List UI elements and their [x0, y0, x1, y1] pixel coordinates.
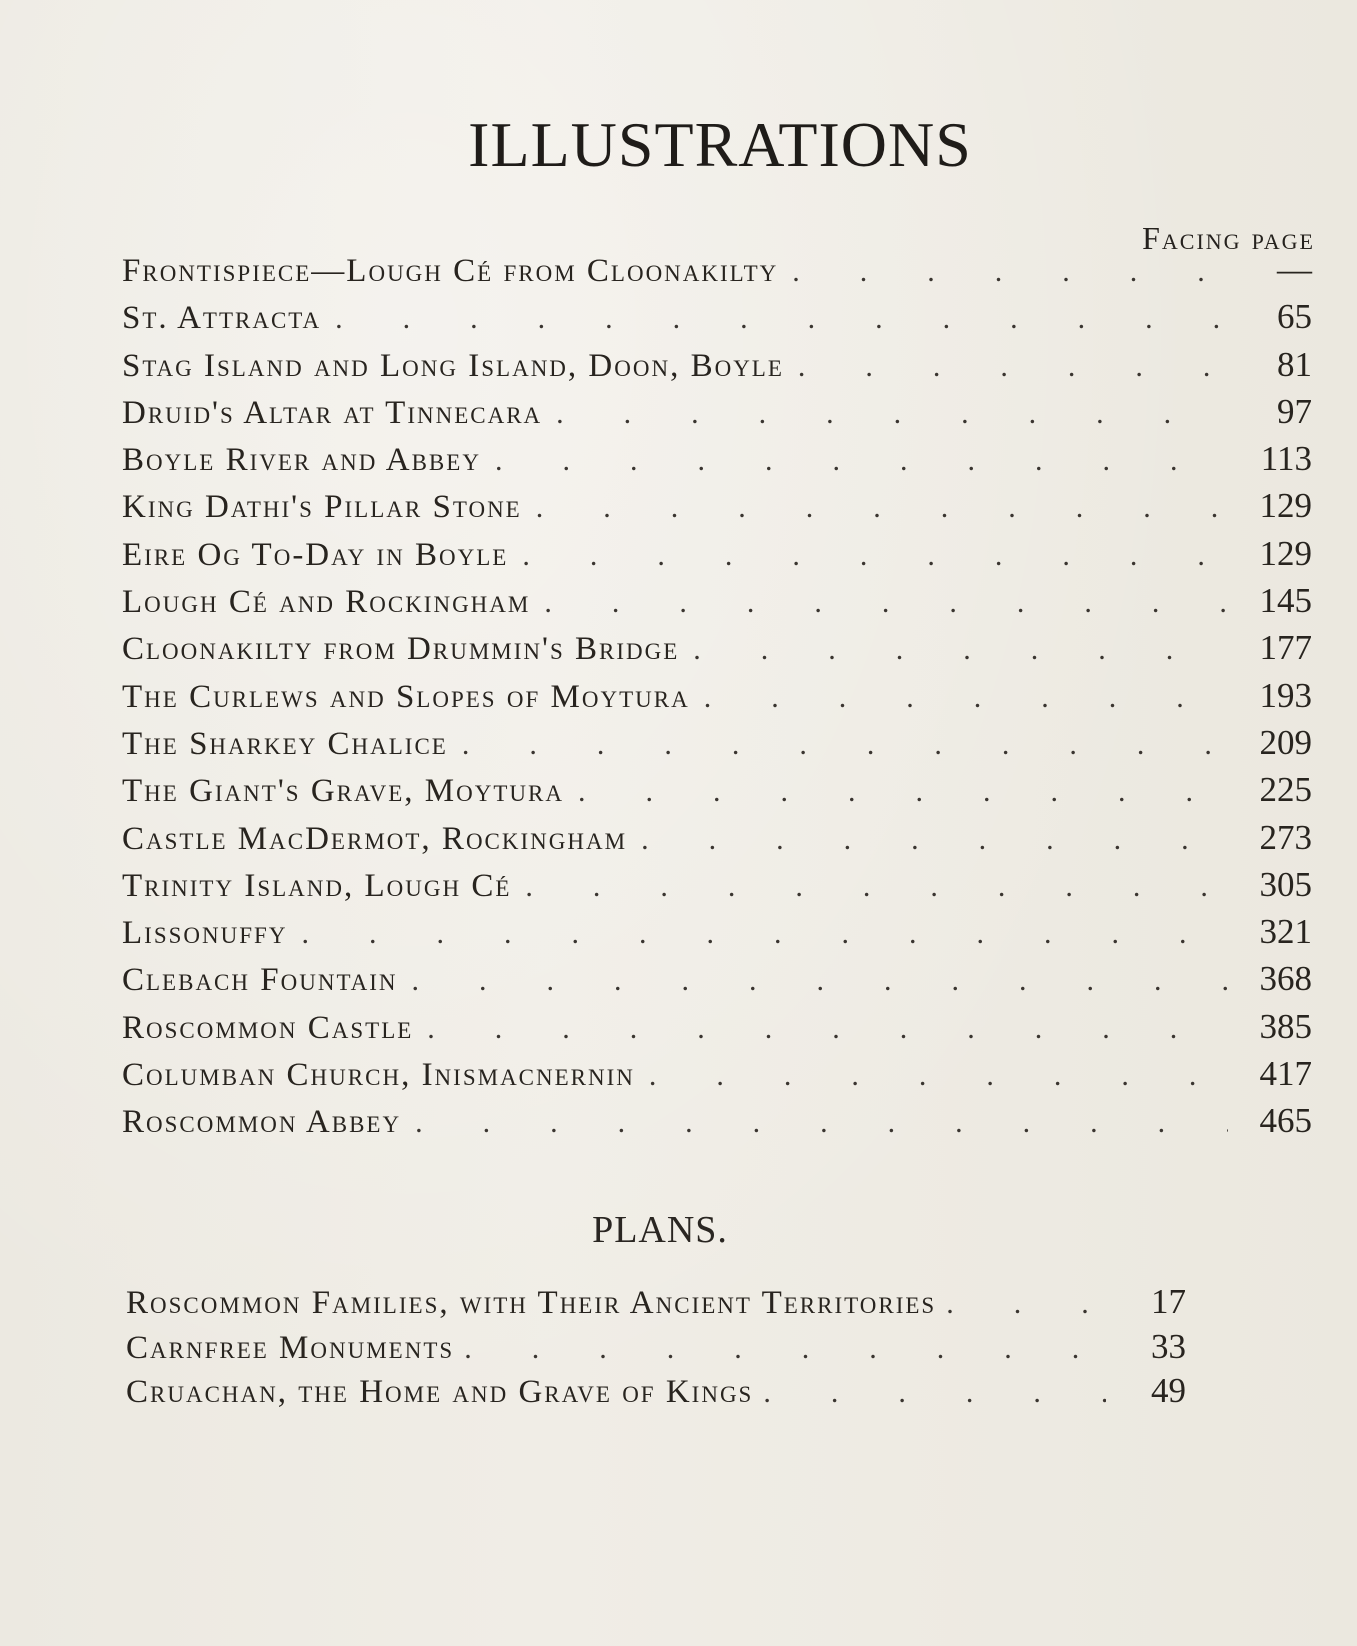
dot-leader	[578, 773, 1228, 810]
dot-leader	[335, 300, 1228, 337]
entry-title: Boyle River and Abbey	[122, 442, 481, 479]
page-number: 321	[1259, 912, 1312, 952]
page-number: 145	[1259, 581, 1312, 621]
page-number: 65	[1277, 297, 1312, 337]
page-number: 129	[1259, 486, 1312, 526]
plans-list	[126, 1282, 1186, 1416]
list-item	[122, 250, 1312, 297]
entry-title: The Giant's Grave, Moytura	[122, 773, 564, 810]
list-item	[122, 439, 1312, 486]
entry-title: Roscommon Families, with Their Ancient Territories	[126, 1285, 937, 1321]
dot-leader	[525, 868, 1228, 905]
list-item	[126, 1327, 1186, 1372]
list-item	[122, 865, 1312, 912]
page-number: 129	[1259, 533, 1312, 573]
page-number: —	[1277, 250, 1312, 289]
page-number: 113	[1260, 439, 1312, 479]
dot-leader	[462, 726, 1228, 763]
entry-title: Clebach Fountain	[122, 962, 398, 999]
page-number: 273	[1259, 817, 1312, 857]
entry-title: Cruachan, the Home and Grave of Kings	[126, 1374, 754, 1410]
page-number: 305	[1259, 864, 1312, 904]
dot-leader	[427, 1010, 1228, 1047]
entry-title: Lough Cé and Rockingham	[122, 584, 531, 621]
list-item	[122, 486, 1312, 533]
entry-title: Carnfree Monuments	[126, 1329, 455, 1366]
page-number: 17	[1151, 1282, 1186, 1321]
list-item	[122, 345, 1312, 392]
page-number: 385	[1259, 1006, 1312, 1046]
list-item	[122, 1101, 1312, 1148]
list-item	[126, 1371, 1186, 1416]
list-item	[122, 723, 1312, 770]
list-item	[122, 581, 1312, 628]
list-item	[126, 1282, 1186, 1327]
entry-title: Roscommon Abbey	[122, 1104, 402, 1141]
page-number: 417	[1259, 1054, 1312, 1094]
page-number: 33	[1151, 1326, 1186, 1366]
dot-leader	[641, 821, 1228, 858]
dot-leader	[536, 489, 1228, 526]
entry-title: Castle MacDermot, Rockingham	[122, 820, 628, 857]
plans-heading: PLANS.	[592, 1209, 728, 1251]
entry-title: Lissonuffy	[122, 915, 288, 952]
dot-leader	[798, 348, 1228, 385]
entry-title: Roscommon Castle	[122, 1009, 414, 1046]
page-title: ILLUSTRATIONS	[468, 109, 972, 180]
dot-leader	[544, 584, 1228, 621]
list-item	[122, 534, 1312, 581]
list-item	[122, 818, 1312, 865]
list-item	[122, 392, 1312, 439]
list-item	[122, 959, 1312, 1006]
page-number: 465	[1259, 1101, 1312, 1141]
dot-leader	[556, 395, 1228, 432]
entry-title: Columban Church, Inismacnernin	[122, 1057, 635, 1094]
list-item	[122, 912, 1312, 959]
page-number: 193	[1259, 675, 1312, 715]
dot-leader	[522, 537, 1228, 574]
page-number: 97	[1277, 391, 1312, 431]
entry-title: Cloonakilty from Drummin's Bridge	[122, 631, 680, 668]
illustrations-list	[122, 250, 1312, 1149]
dot-leader	[704, 679, 1228, 716]
entry-title: King Dathi's Pillar Stone	[122, 489, 522, 526]
entry-title: Trinity Island, Lough Cé	[122, 867, 512, 904]
dot-leader	[415, 1104, 1228, 1141]
entry-title: The Sharkey Chalice	[122, 725, 448, 762]
dot-leader	[946, 1285, 1106, 1322]
dot-leader	[792, 253, 1228, 290]
list-item	[122, 770, 1312, 817]
entry-title: Stag Island and Long Island, Doon, Boyle	[122, 347, 784, 384]
entry-title: Druid's Altar at Tinnecara	[122, 394, 543, 431]
dot-leader	[301, 915, 1228, 952]
list-item	[122, 676, 1312, 723]
page-number: 209	[1259, 722, 1312, 762]
entry-title: St. Attracta	[122, 300, 322, 337]
entry-title: Eire Og To-Day in Boyle	[122, 536, 509, 573]
entry-title: The Curlews and Slopes of Moytura	[122, 678, 690, 715]
list-item	[122, 1007, 1312, 1054]
dot-leader	[649, 1057, 1228, 1094]
page-number: 177	[1259, 628, 1312, 668]
dot-leader	[495, 442, 1228, 479]
facing-page-header: Facing page	[1142, 220, 1315, 256]
list-item	[122, 628, 1312, 675]
dot-leader	[763, 1374, 1106, 1411]
page-number: 368	[1259, 959, 1312, 999]
page-number: 225	[1259, 770, 1312, 810]
entry-title: Frontispiece—Lough Cé from Cloonakilty	[122, 253, 779, 289]
list-item	[122, 1054, 1312, 1101]
page-number: 81	[1277, 344, 1312, 384]
list-item	[122, 297, 1312, 344]
dot-leader	[412, 962, 1228, 999]
page-number: 49	[1151, 1371, 1186, 1410]
dot-leader	[464, 1330, 1106, 1367]
dot-leader	[693, 631, 1228, 668]
